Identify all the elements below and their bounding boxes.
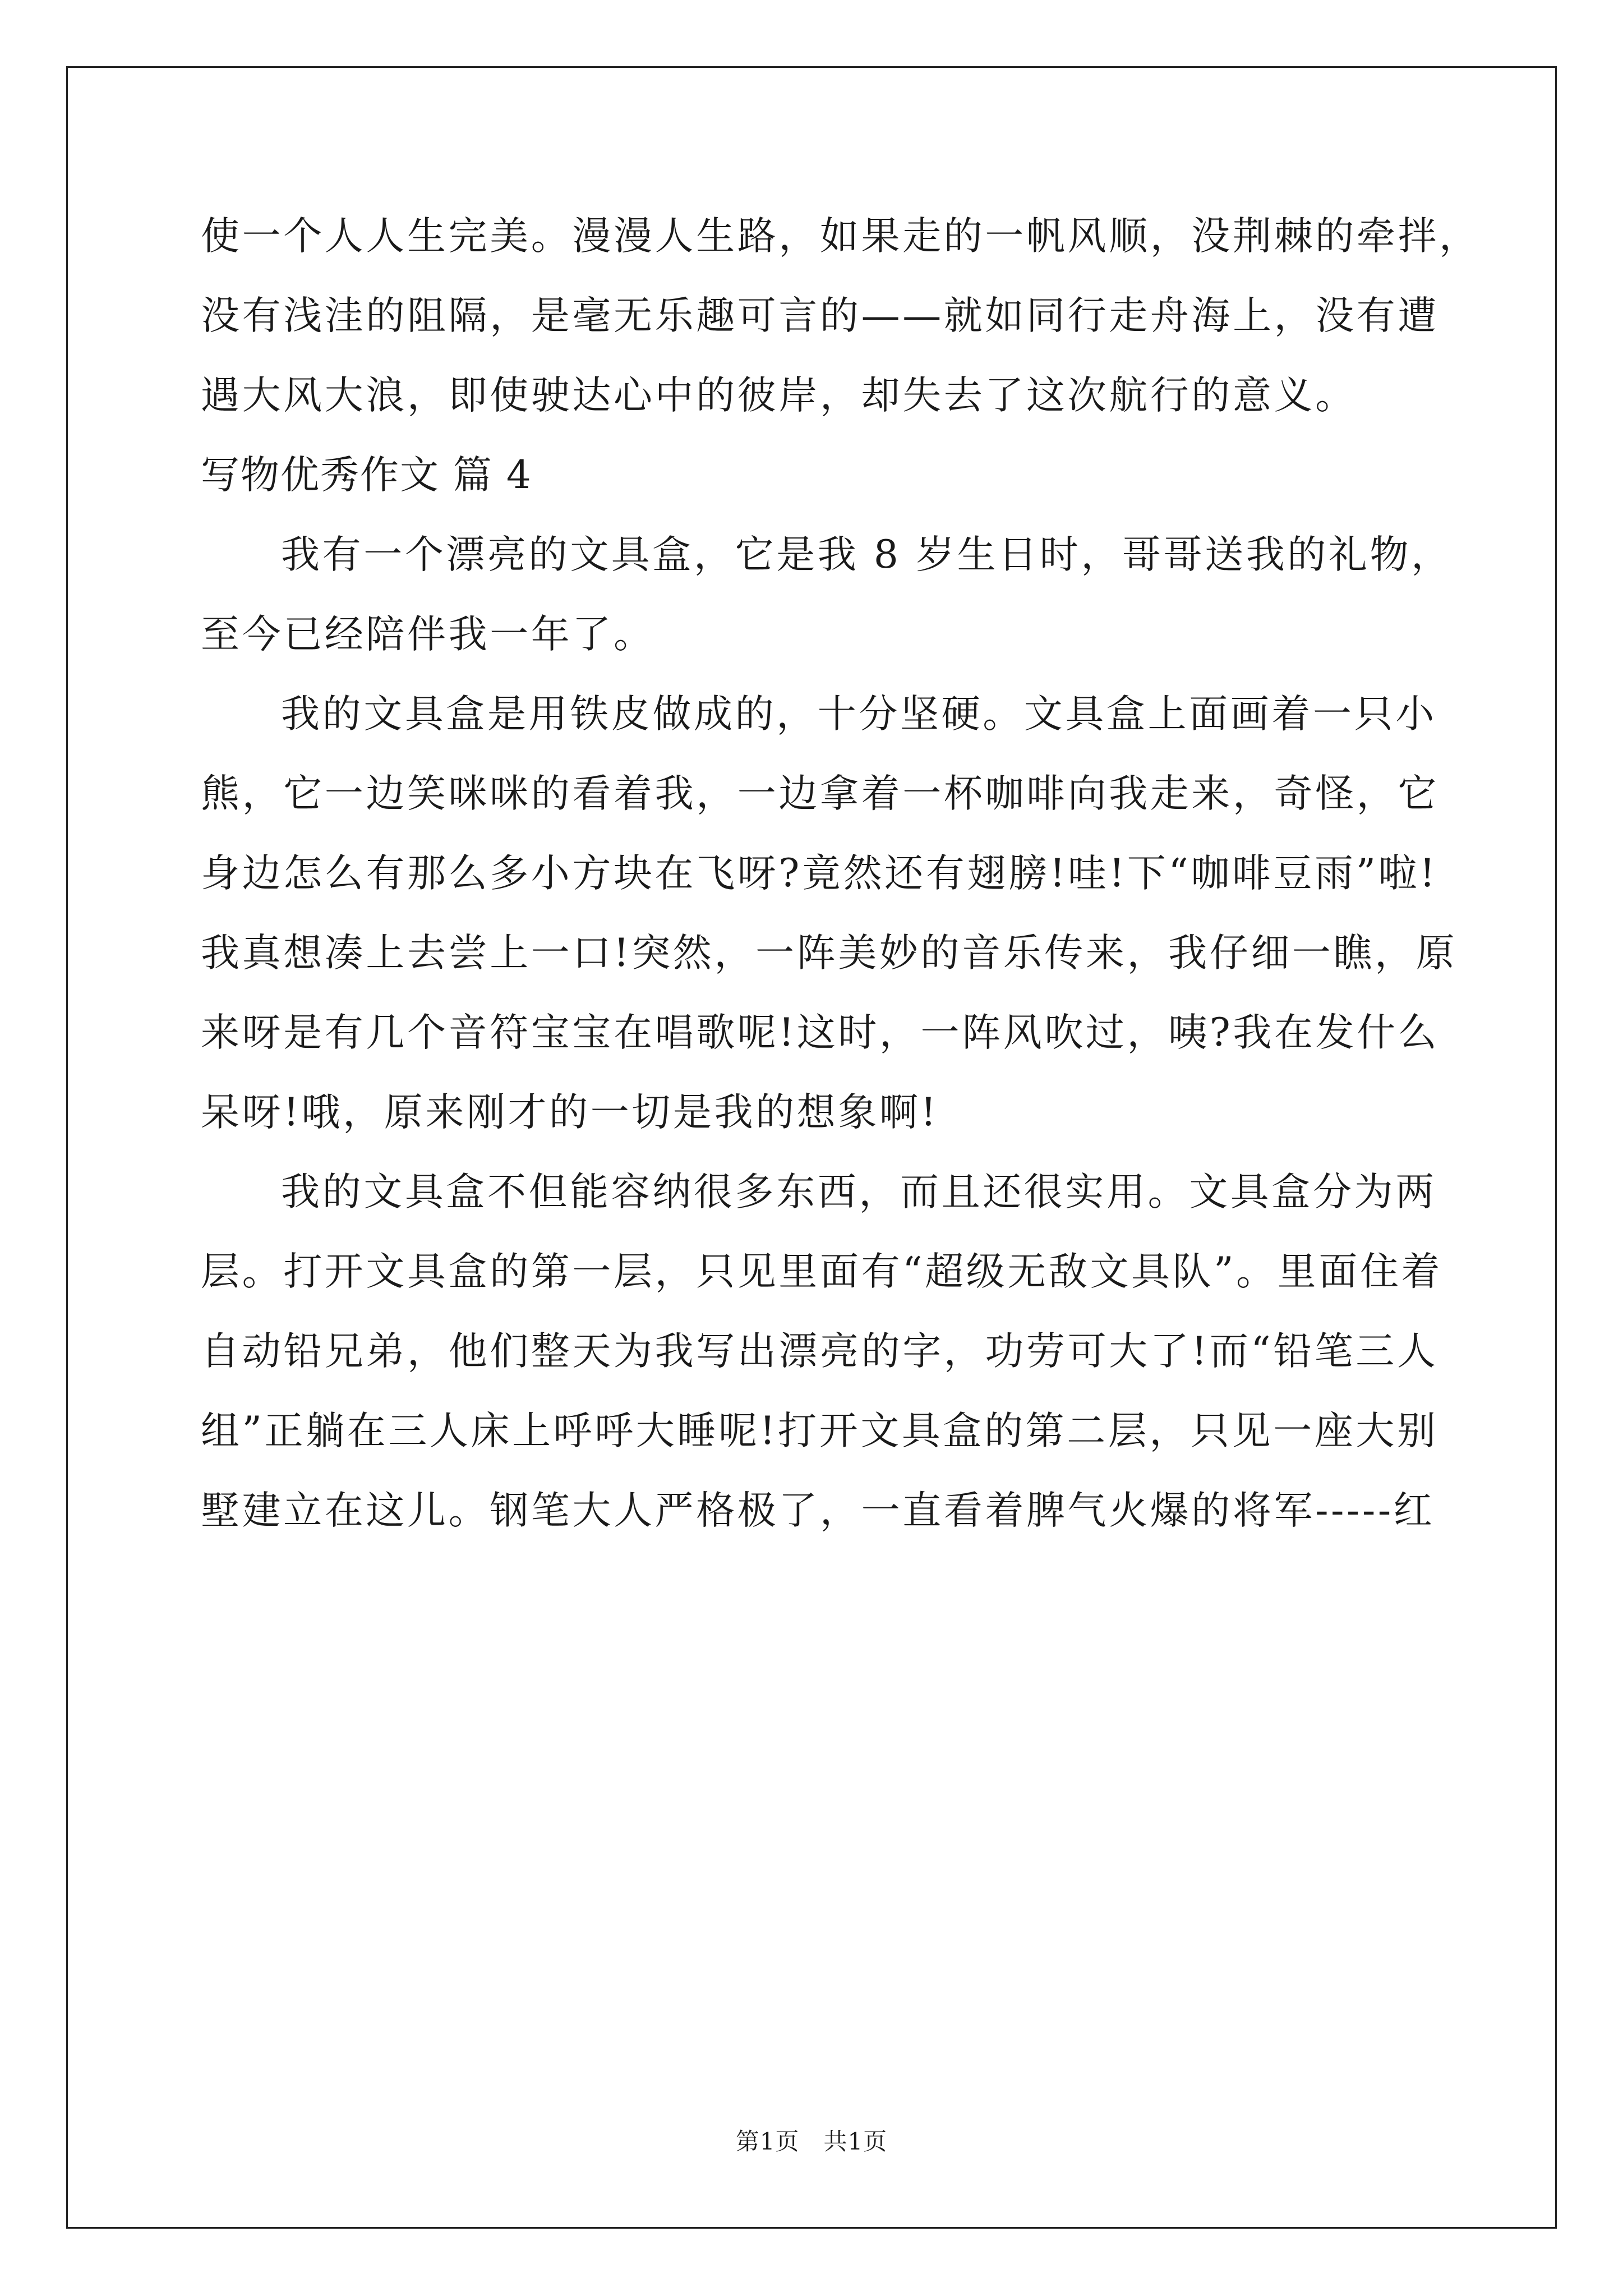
page-number-footer: 第1页 共1页 (735, 2128, 888, 2155)
paragraph-line: 来呀是有几个音符宝宝在唱歌呢!这时，一阵风吹过，咦?我在发什么 (201, 1010, 1440, 1055)
paragraph-line: 组”正躺在三人床上呼呼大睡呢!打开文具盒的第二层，只见一座大别 (201, 1409, 1438, 1453)
paragraph-line: 我有一个漂亮的文具盒，它是我 8 岁生日时，哥哥送我的礼物， (281, 532, 1453, 577)
paragraph-line: 呆呀!哦，原来刚才的一切是我的想象啊! (201, 1090, 939, 1135)
paragraph-line: 没有浅洼的阻隔，是毫无乐趣可言的——就如同行走舟海上，没有遭 (201, 293, 1439, 338)
paragraph-line: 我的文具盒不但能容纳很多东西，而且还很实用。文具盒分为两 (281, 1170, 1437, 1214)
paragraph-line: 我的文具盒是用铁皮做成的，十分坚硬。文具盒上面画着一只小 (281, 692, 1437, 737)
document-body (201, 196, 1481, 1550)
paragraph-line: 至今已经陪伴我一年了。 (201, 612, 655, 657)
section-heading: 写物优秀作文 篇 4 (201, 453, 532, 498)
paragraph-line: 墅建立在这儿。钢笔大人严格极了，一直看着脾气火爆的将军-----红 (201, 1488, 1435, 1533)
paragraph-line: 使一个人人生完美。漫漫人生路，如果走的一帆风顺，没荆棘的牵拌， (201, 214, 1481, 259)
paragraph-line: 自动铅兄弟，他们整天为我写出漂亮的字，功劳可大了!而“铅笔三人 (201, 1329, 1438, 1374)
paragraph-line: 我真想凑上去尝上一口!突然，一阵美妙的音乐传来，我仔细一瞧，原 (201, 931, 1458, 976)
paragraph-line: 身边怎么有那么多小方块在飞呀?竟然还有翅膀!哇!下“咖啡豆雨”啦! (201, 851, 1438, 896)
paragraph-line: 熊，它一边笑咪咪的看着我，一边拿着一杯咖啡向我走来，奇怪，它 (201, 771, 1439, 816)
paragraph-line: 遇大风大浪，即使驶达心中的彼岸，却失去了这次航行的意义。 (201, 373, 1357, 418)
paragraph-line: 层。打开文具盒的第一层，只见里面有“超级无敌文具队”。里面住着 (201, 1249, 1443, 1294)
